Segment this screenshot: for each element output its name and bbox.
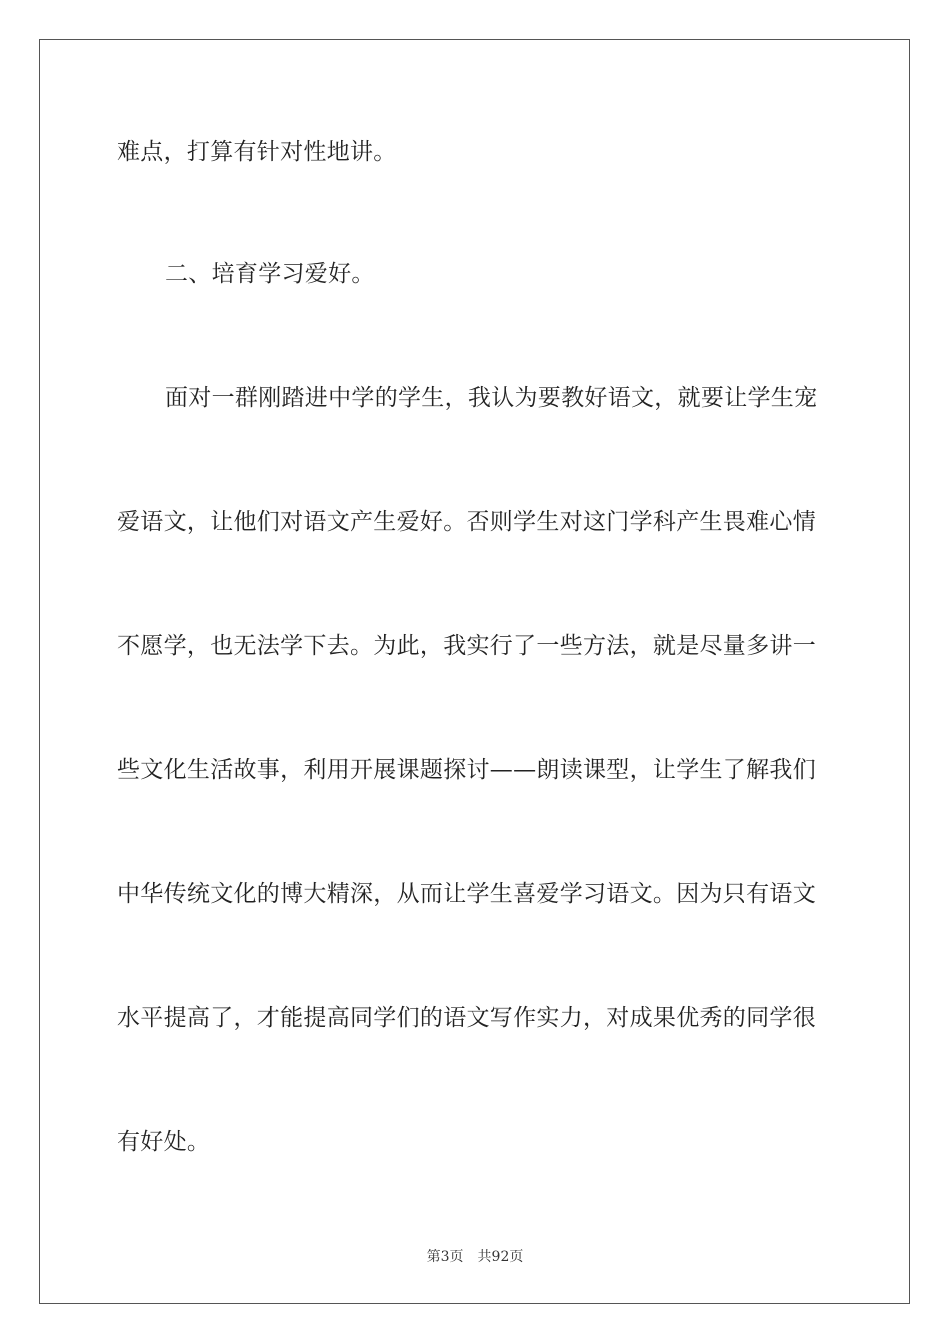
page-footer	[0, 1248, 950, 1266]
section-heading: 二、培育学习爱好。	[165, 261, 375, 287]
text-line: 有好处。	[117, 1129, 211, 1155]
text-line: 水平提高了，才能提高同学们的语文写作实力，对成果优秀的同学很	[117, 1005, 816, 1031]
text-line: 面对一群刚踏进中学的学生，我认为要教好语文，就要让学生宠	[165, 385, 818, 411]
text-line: 难点，打算有针对性地讲。	[117, 139, 397, 165]
text-line: 些文化生活故事，利用开展课题探讨——朗读课型，让学生了解我们	[117, 757, 816, 783]
total-pages: 共92页	[477, 1249, 524, 1265]
page-border	[39, 39, 910, 1304]
text-line: 中华传统文化的博大精深，从而让学生喜爱学习语文。因为只有语文	[117, 881, 816, 907]
page-number: 第3页	[426, 1249, 464, 1265]
text-line: 爱语文，让他们对语文产生爱好。否则学生对这门学科产生畏难心情	[117, 509, 816, 535]
text-line: 不愿学，也无法学下去。为此，我实行了一些方法，就是尽量多讲一	[117, 633, 816, 659]
